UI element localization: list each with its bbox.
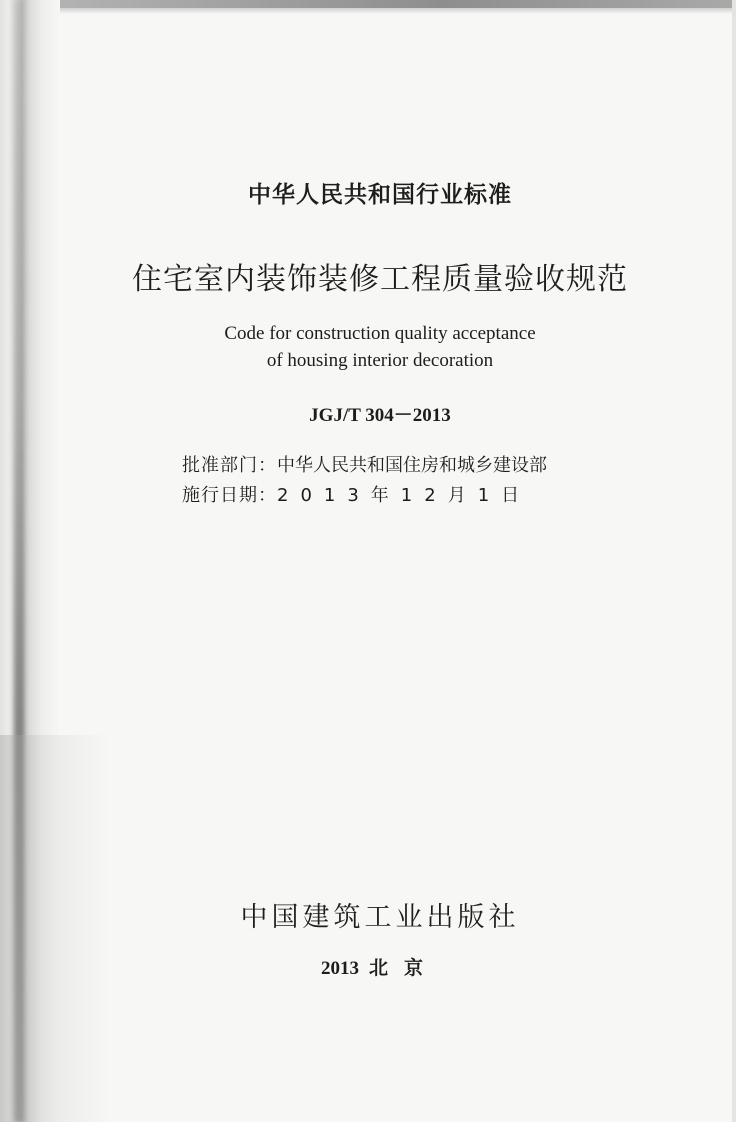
publication-info <box>0 953 736 980</box>
effective-date <box>182 481 531 507</box>
publisher-name: 中国建筑工业出版社 <box>240 902 520 933</box>
approval-label: 批准部门： <box>182 455 277 476</box>
effective-label: 施行日期： <box>182 485 277 506</box>
publication-year: 2013 <box>320 958 359 979</box>
document-title-en <box>0 320 736 374</box>
approval-department <box>182 451 547 477</box>
title-en-line-1: Code for construction quality acceptance <box>224 323 536 344</box>
publication-city: 北京 <box>368 957 439 979</box>
page-top-edge <box>0 0 736 8</box>
document-title-cn: 住宅室内装饰装修工程质量验收规范 <box>132 262 628 297</box>
standard-series: 中华人民共和国行业标准 <box>248 182 512 208</box>
title-en-line-2: of housing interior decoration <box>266 350 494 371</box>
effective-value: 2013年12月1日 <box>277 485 532 506</box>
standard-code: JGJ/T 304－2013 <box>309 405 451 426</box>
page-top-shadow <box>0 8 736 14</box>
approval-value: 中华人民共和国住房和城乡建设部 <box>277 455 547 476</box>
